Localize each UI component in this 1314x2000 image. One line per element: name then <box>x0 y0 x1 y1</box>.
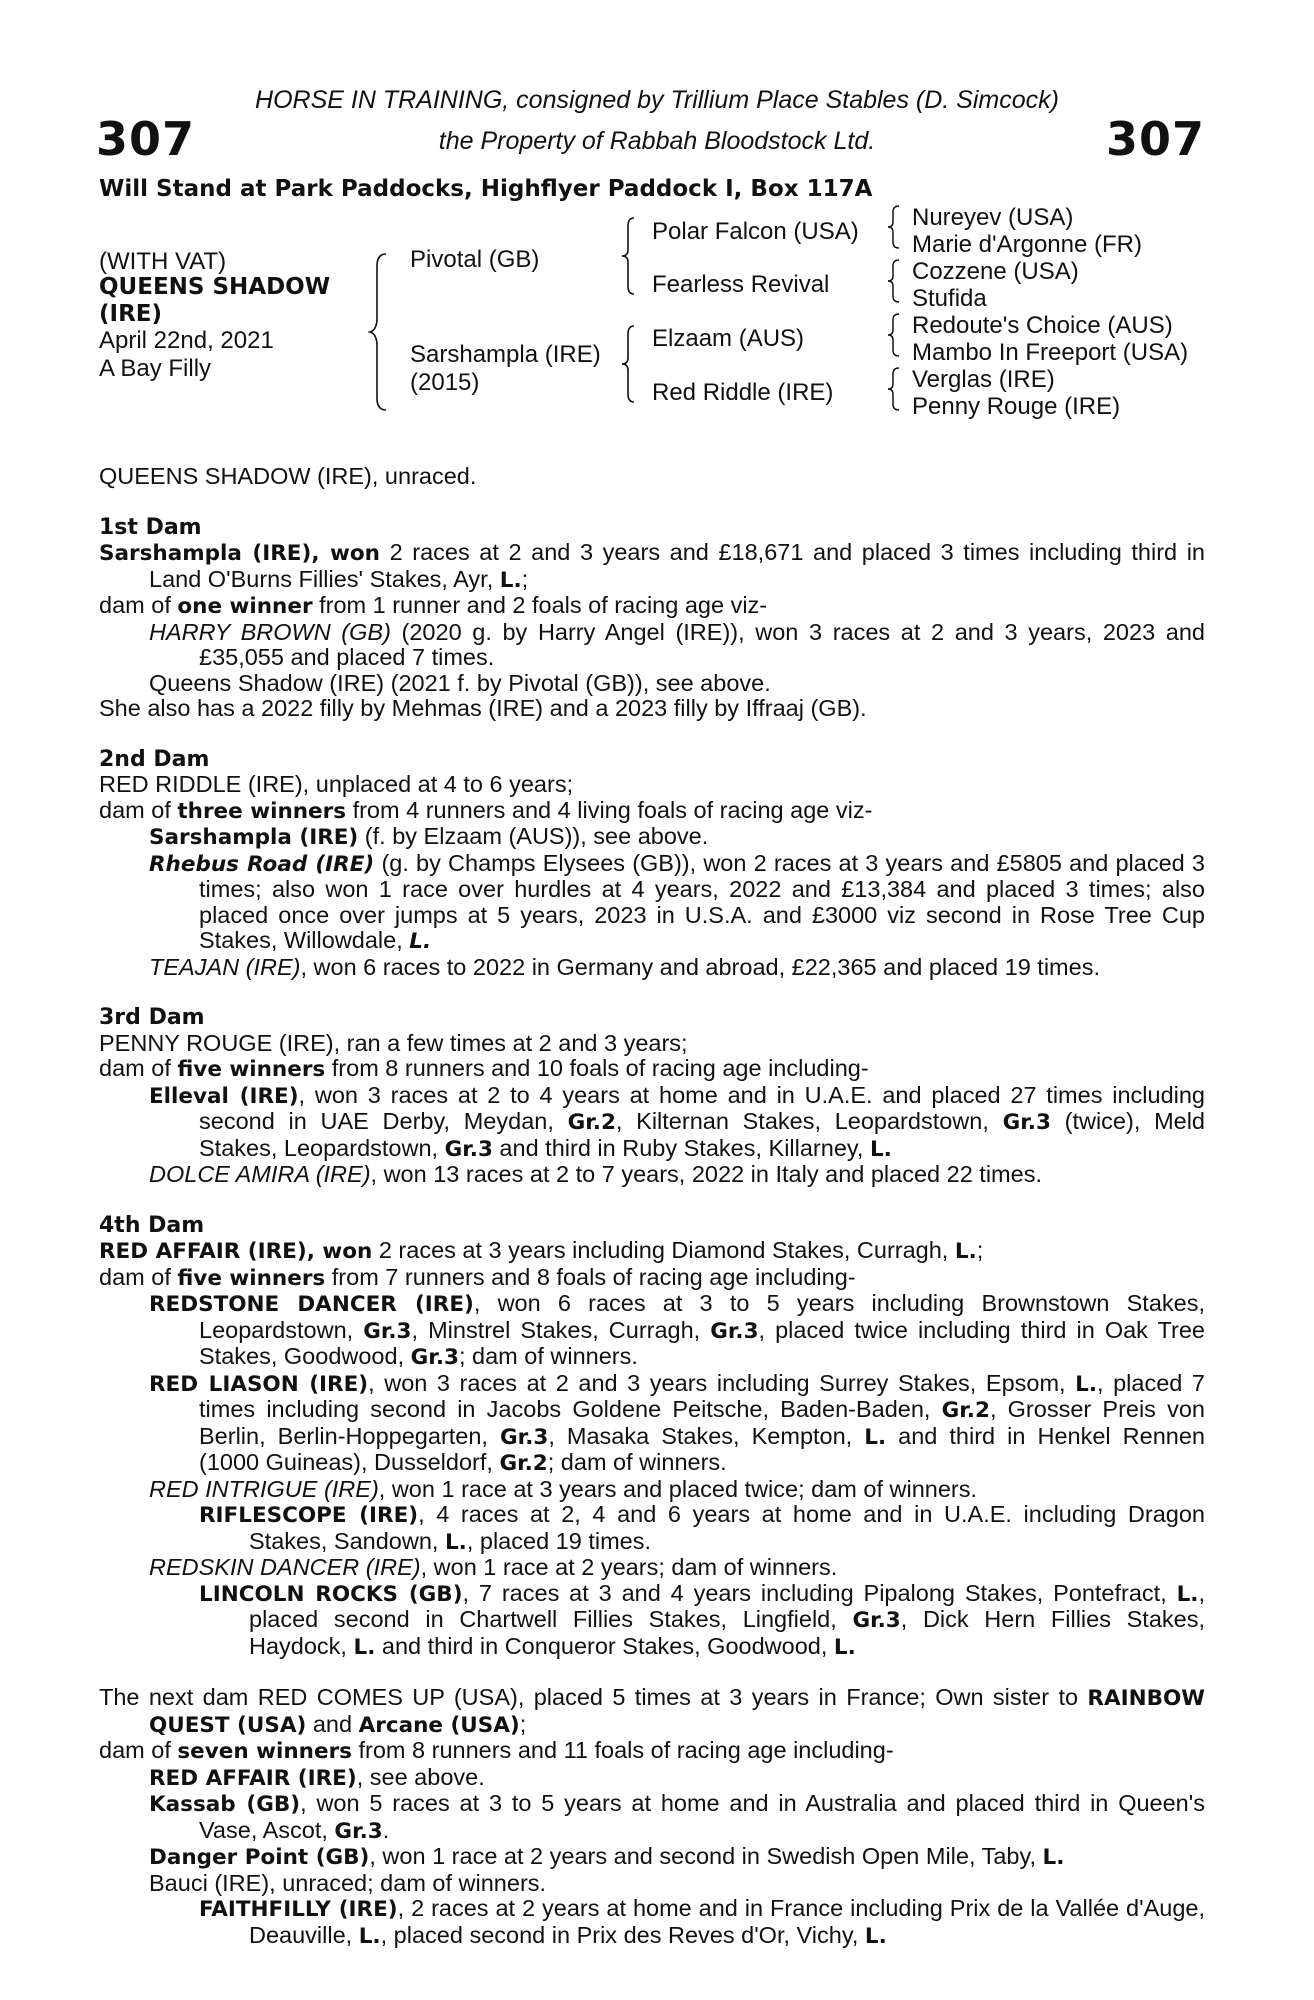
pedigree-brace-dd <box>886 366 902 412</box>
sire-dam: Fearless Revival <box>652 271 830 298</box>
pedigree-brace-ds <box>886 312 902 358</box>
produce-summary: dam of three winners from 4 runners and 4 living foals of racing age viz- <box>99 796 873 824</box>
produce-entry: Bauci (IRE), unraced; dam of winners. <box>149 1869 547 1896</box>
produce-entry: REDSTONE DANCER (IRE), won 6 races at 3 to 5 years including Brownstown Stakes, Leopardstown, Gr.3, Minstrel Stakes, Curragh, Gr.3, placed twice including third in Oak Tree Stakes, Goodwood, Gr.3; dam of winners. <box>149 1290 1205 1370</box>
lot-number-right: 307 <box>1105 112 1205 166</box>
produce-summary: dam of five winners from 8 runners and 10 foals of racing age including- <box>99 1055 869 1082</box>
dam-record: Sarshampla (IRE), won 2 races at 2 and 3 years and £18,671 and placed 3 times including third in Land O'Burns Fillies' Stakes, Ayr, L.; <box>99 539 1205 593</box>
produce-entry: HARRY BROWN (GB) (2020 g. by Harry Angel (IRE)), won 3 races at 2 and 3 years, 2023 and £35,055 and placed 7 times. <box>149 618 1205 670</box>
catalogue-notes <box>99 464 1205 1949</box>
produce-entry: DOLCE AMIRA (IRE), won 13 races at 2 to 7 years, 2022 in Italy and placed 22 times. <box>149 1161 1042 1187</box>
dam-dam: Red Riddle (IRE) <box>652 379 834 406</box>
produce-entry: RED INTRIGUE (IRE), won 1 race at 3 years and placed twice; dam of winners. <box>149 1475 978 1502</box>
first-dam-section <box>99 515 1205 722</box>
sire-sire-dam: Marie d'Argonne (FR) <box>912 231 1142 258</box>
property-line: the Property of Rabbah Bloodstock Ltd. <box>438 127 876 155</box>
lot-number-left: 307 <box>96 112 196 166</box>
consignor-line: HORSE IN TRAINING, consigned by Trillium Place Stables (D. Simcock) <box>255 86 1059 114</box>
sire-sire: Polar Falcon (USA) <box>652 218 859 245</box>
grandproduce-entry: FAITHFILLY (IRE), 2 races at 2 years at home and in France including Prix de la Vallée d'Auge, Deauville, L., placed second in Prix des Reves d'Or, Vichy, L. <box>199 1895 1205 1949</box>
produce-note: She also has a 2022 filly by Mehmas (IRE) and a 2023 filly by Iffraaj (GB). <box>99 695 867 721</box>
produce-entry: TEAJAN (IRE), won 6 races to 2022 in Germany and abroad, £22,365 and placed 19 times. <box>149 953 1100 980</box>
produce-entry: Kassab (GB), won 5 races at 3 to 5 years at home and in Australia and placed third in Queen's Vase, Ascot, Gr.3. <box>149 1790 1205 1844</box>
section-heading: 2nd Dam <box>99 746 210 772</box>
produce-entry: RED AFFAIR (IRE), see above. <box>149 1763 485 1791</box>
section-heading: 3rd Dam <box>99 1005 205 1030</box>
produce-summary: dam of seven winners from 8 runners and 11 foals of racing age including- <box>99 1737 894 1764</box>
unraced-note: QUEENS SHADOW (IRE), unraced. <box>99 463 477 489</box>
horse-description: A Bay Filly <box>99 355 212 382</box>
produce-entry: Elleval (IRE), won 3 races at 2 to 4 years at home and in U.A.E. and placed 27 times including second in UAE Derby, Meydan, Gr.2, Kilternan Stakes, Leopardstown, Gr.3 (twice), Meld Stakes, Leopardstown, Gr.3 and third in Ruby Stakes, Killarney, L. <box>149 1081 1205 1162</box>
dam-sire-dam: Mambo In Freeport (USA) <box>912 339 1189 366</box>
horse-name: QUEENS SHADOW <box>99 274 331 300</box>
dam-record: RED AFFAIR (IRE), won 2 races at 3 years including Diamond Stakes, Curragh, L.; <box>99 1237 984 1264</box>
produce-entry: Rhebus Road (IRE) (g. by Champs Elysees (GB)), won 2 races at 3 years and £5805 and placed 3 times; also won 1 race over hurdles at 4 years, 2022 and £13,384 and placed 3 times; also placed once over jumps at 5 years, 2023 in U.S.A. and £3000 viz second in Rose Tree Cup Stakes, Willowdale, L. <box>149 849 1205 954</box>
pedigree-brace-dam <box>620 324 638 404</box>
next-dam-section <box>99 1685 1205 1949</box>
pedigree-brace-ss <box>886 204 902 250</box>
vat-note: (WITH VAT) <box>99 248 227 275</box>
sire-sire-sire: Nureyev (USA) <box>912 204 1074 231</box>
dam-dam-sire: Verglas (IRE) <box>912 366 1055 393</box>
pedigree-brace-sd <box>886 258 902 304</box>
dam-record: PENNY ROUGE (IRE), ran a few times at 2 and 3 years; <box>99 1029 688 1056</box>
stand-location: Will Stand at Park Paddocks, Highflyer Paddock I, Box 117A <box>99 176 873 202</box>
produce-entry: Danger Point (GB), won 1 race at 2 years and second in Swedish Open Mile, Taby, L. <box>149 1843 1065 1870</box>
sire-dam-sire: Cozzene (USA) <box>912 258 1079 285</box>
dam: Sarshampla (IRE) <box>410 341 601 368</box>
produce-entry: Queens Shadow (IRE) (2021 f. by Pivotal (GB)), see above. <box>149 669 771 696</box>
foaling-date: April 22nd, 2021 <box>99 327 274 354</box>
dam-sire: Elzaam (AUS) <box>652 325 805 352</box>
pedigree-brace-sire <box>620 216 638 296</box>
grandproduce-entry: LINCOLN ROCKS (GB), 7 races at 3 and 4 years including Pipalong Stakes, Pontefract, L., placed second in Chartwell Fillies Stakes, Lingfield, Gr.3, Dick Hern Fillies Stakes, Haydock, L. and third in Conqueror Stakes, Goodwood, L. <box>199 1579 1206 1660</box>
third-dam-section <box>99 1005 1205 1188</box>
section-heading: 4th Dam <box>99 1212 205 1238</box>
fourth-dam-section <box>99 1213 1205 1661</box>
produce-entry: Sarshampla (IRE) (f. by Elzaam (AUS)), see above. <box>149 823 709 850</box>
dam-year: (2015) <box>410 369 480 396</box>
horse-suffix: (IRE) <box>99 301 163 327</box>
produce-summary: dam of five winners from 7 runners and 8 foals of racing age including- <box>99 1263 856 1291</box>
dam-record: RED RIDDLE (IRE), unplaced at 4 to 6 years; <box>99 771 574 797</box>
dam-sire-sire: Redoute's Choice (AUS) <box>912 312 1173 339</box>
pedigree-brace-main <box>368 252 392 412</box>
sire: Pivotal (GB) <box>410 246 540 273</box>
sire-dam-dam: Stufida <box>912 285 987 312</box>
produce-entry: REDSKIN DANCER (IRE), won 1 race at 2 years; dam of winners. <box>149 1554 838 1580</box>
produce-entry: RED LIASON (IRE), won 3 races at 2 and 3 years including Surrey Stakes, Epsom, L., placed 7 times including second in Jacobs Goldene Peitsche, Baden-Baden, Gr.2, Grosser Preis von Berlin, Berlin-Hoppegarten, Gr.3, Masaka Stakes, Kempton, L. and third in Henkel Rennen (1000 Guineas), Dusseldorf, Gr.2; dam of winners. <box>149 1369 1206 1476</box>
produce-summary: dam of one winner from 1 runner and 2 foals of racing age viz- <box>99 592 768 619</box>
grandproduce-entry: RIFLESCOPE (IRE), 4 races at 2, 4 and 6 years at home and in U.A.E. including Dragon Stakes, Sandown, L., placed 19 times. <box>199 1501 1205 1555</box>
second-dam-section <box>99 747 1205 981</box>
section-heading: 1st Dam <box>99 514 202 540</box>
dam-record: The next dam RED COMES UP (USA), placed 5 times at 3 years in France; Own sister to RAINBOW QUEST (USA) and Arcane (USA); <box>99 1684 1205 1738</box>
dam-dam-dam: Penny Rouge (IRE) <box>912 393 1121 420</box>
